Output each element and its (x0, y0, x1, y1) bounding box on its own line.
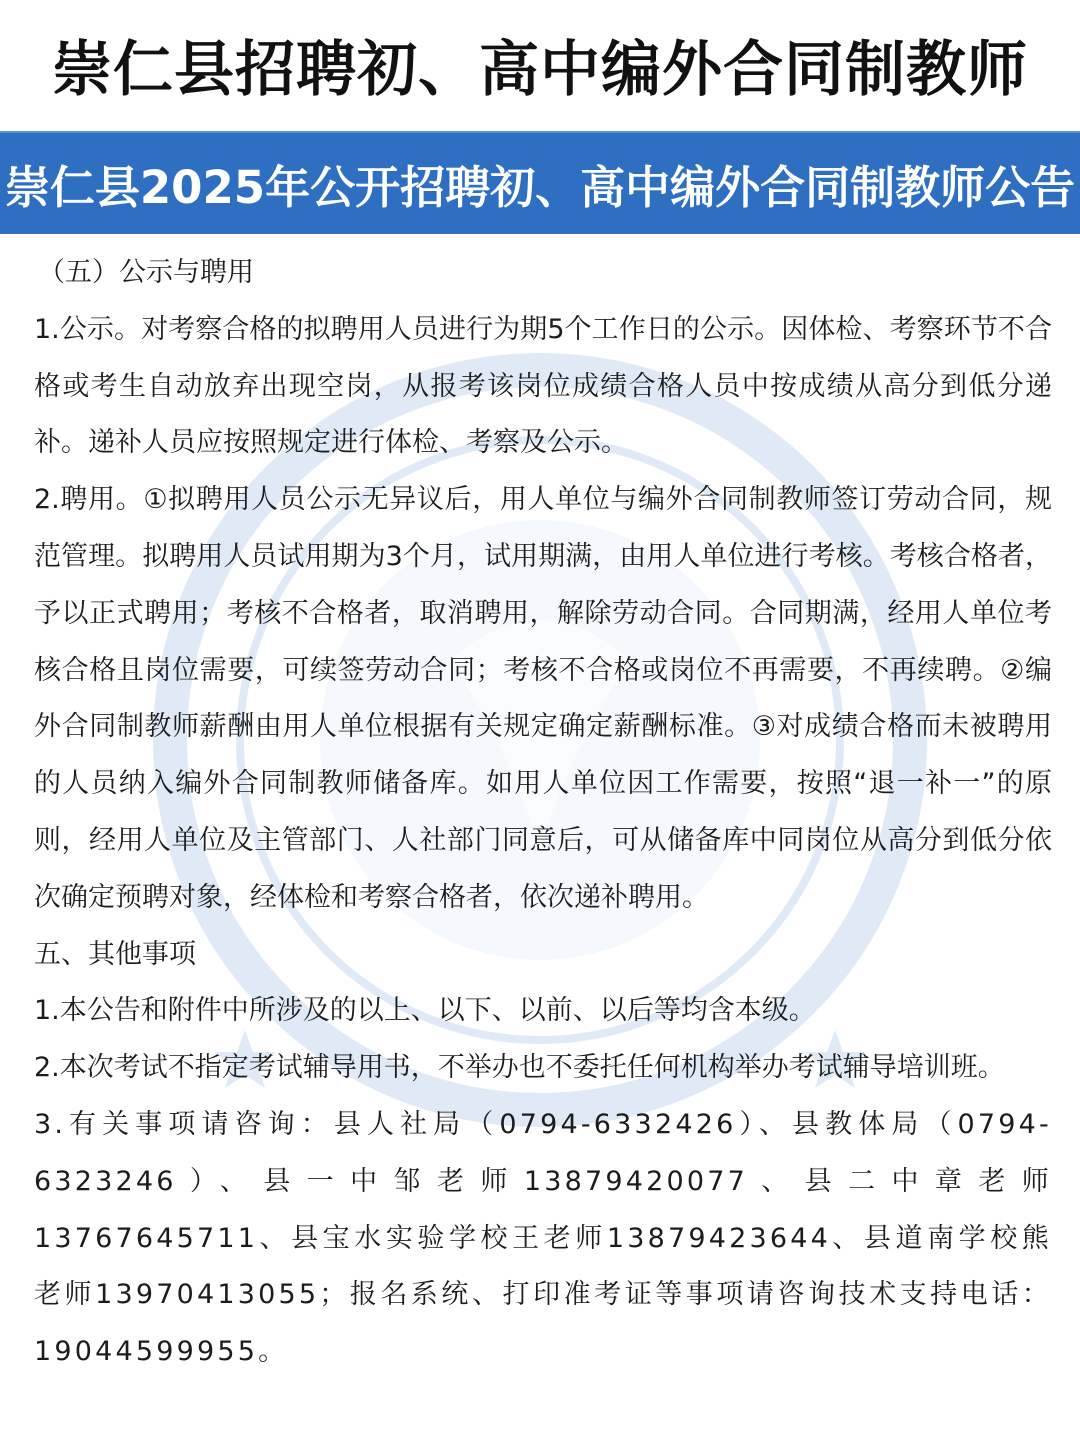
paragraph-no-tutoring: 2.本次考试不指定考试辅导用书，不举办也不委托任何机构举办考试辅导培训班。 (34, 1052, 1005, 1084)
paragraph-contacts: 3.有关事项请咨询：县人社局（0794-6332426）、县教体局（0794-6323246）、县一中邹老师13879420077、县二中章老师13767645711、县宝水实验学校王老师13879423644、县道南学校熊老师13970413055；报名系统、打印准考证等事项请咨询技术支持电话：19044599955。 (34, 1108, 1052, 1368)
page-title: 崇仁县招聘初、高中编外合同制教师 (52, 35, 1028, 105)
paragraph-employment: 2.聘用。①拟聘用人员公示无异议后，用人单位与编外合同制教师签订劳动合同，规范管理。拟聘用人员试用期为3个月，试用期满，由用人单位进行考核。考核合格者，予以正式聘用；考核不合格者，取消聘用，解除劳动合同。合同期满，经用人单位考核合格且岗位需要，可续签劳动合同；考核不合格或岗位不再需要，不再续聘。②编外合同制教师薪酬由用人单位根据有关规定确定薪酬标准。③对成绩合格而未被聘用的人员纳入编外合同制教师储备库。如用人单位因工作需要，按照“退一补一”的原则，经用人单位及主管部门、人社部门同意后，可从储备库中同岗位从高分到低分依次确定预聘对象，经体检和考察合格者，依次递补聘用。 (34, 484, 1052, 913)
paragraph-publicity: 1.公示。对考察合格的拟聘用人员进行为期5个工作日的公示。因体检、考察环节不合格或考生自动放弃出现空岗，从报考该岗位成绩合格人员中按成绩从高分到低分递补。递补人员应按照规定进行体检、考察及公示。 (34, 313, 1052, 459)
title-banner (0, 131, 1080, 234)
banner-title: 崇仁县2025年公开招聘初、高中编外合同制教师公告 (4, 161, 1076, 214)
paragraph-scope: 1.本公告和附件中所涉及的以上、以下、以前、以后等均含本级。 (34, 995, 816, 1027)
section-heading: 五、其他事项 (34, 938, 196, 970)
announcement-body (34, 245, 1052, 1381)
sub-heading: （五）公示与聘用 (38, 257, 254, 288)
